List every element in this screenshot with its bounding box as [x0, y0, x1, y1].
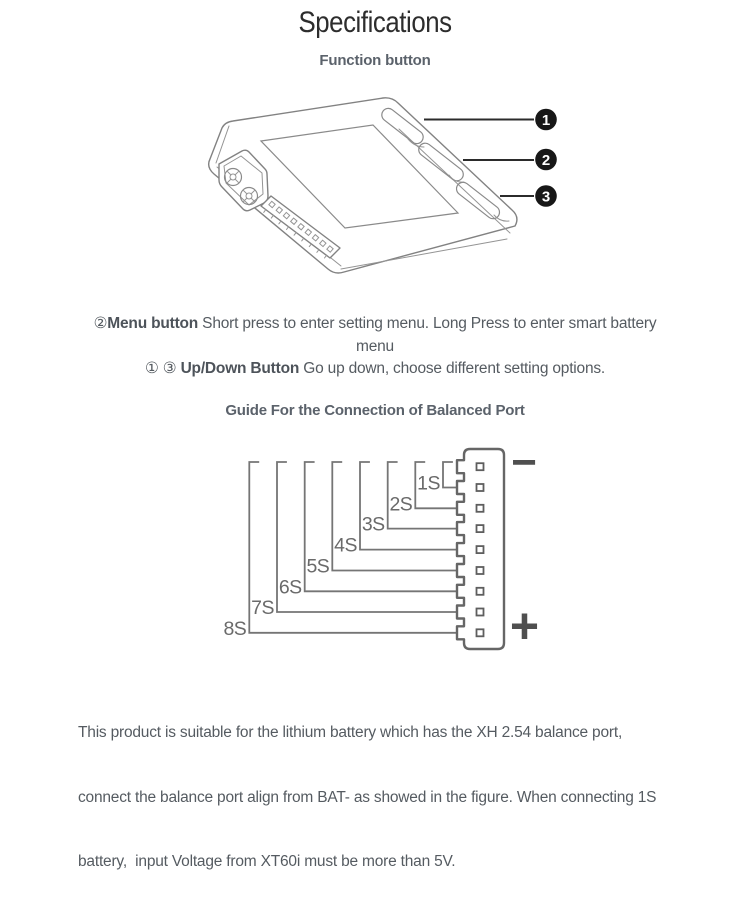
page-title: Specifications — [298, 6, 452, 39]
cell-label-3s: 3S — [361, 513, 385, 536]
updown-button-note: ① ③ Up/Down Button Go up down, choose different setting options. — [144, 360, 606, 377]
cell-label-7s: 7S — [251, 597, 274, 619]
button-1-badge — [535, 109, 557, 131]
button-notes — [40, 313, 710, 381]
plus-symbol: + — [509, 598, 540, 654]
cell-line-1s — [443, 462, 457, 488]
device-illustration — [185, 88, 570, 293]
connector-pins — [477, 463, 484, 636]
balance-guide-heading: Guide For the Connection of Balanced Port — [225, 402, 525, 419]
menu-button-note: ②Menu button Short press to enter setting menu. Long Press to enter smart battery — [93, 315, 657, 332]
footer-line-2: connect the balance port align from BAT- as showed in the figure. When connecting 1S — [78, 788, 657, 806]
cell-label-6s: 6S — [278, 576, 302, 599]
cell-label-1s: 1S — [417, 472, 440, 495]
balance-port-diagram — [210, 438, 560, 668]
circled-1-3-icons: ① ③ — [144, 360, 181, 377]
footer-line-1: This product is suitable for the lithium battery which has the XH 2.54 balance port, — [78, 724, 623, 741]
footer-note — [78, 679, 678, 916]
footer-line-3: battery, input Voltage from XT60i must be more than 5V. — [78, 853, 456, 870]
svg-text:1: 1 — [541, 111, 551, 129]
svg-text:3: 3 — [541, 188, 551, 206]
svg-text:2: 2 — [541, 151, 551, 169]
cell-label-8s: 8S — [223, 617, 247, 640]
button-2-badge — [535, 149, 557, 171]
cell-label-4s: 4S — [334, 534, 357, 557]
minus-symbol: − — [511, 438, 537, 487]
menu-button-note-wrap: menu — [356, 337, 394, 355]
button-3-badge — [535, 185, 557, 207]
cell-label-5s: 5S — [306, 555, 330, 578]
cell-label-2s: 2S — [389, 493, 413, 516]
function-button-heading: Function button — [319, 52, 431, 69]
circled-2-icon: ② — [93, 315, 108, 332]
